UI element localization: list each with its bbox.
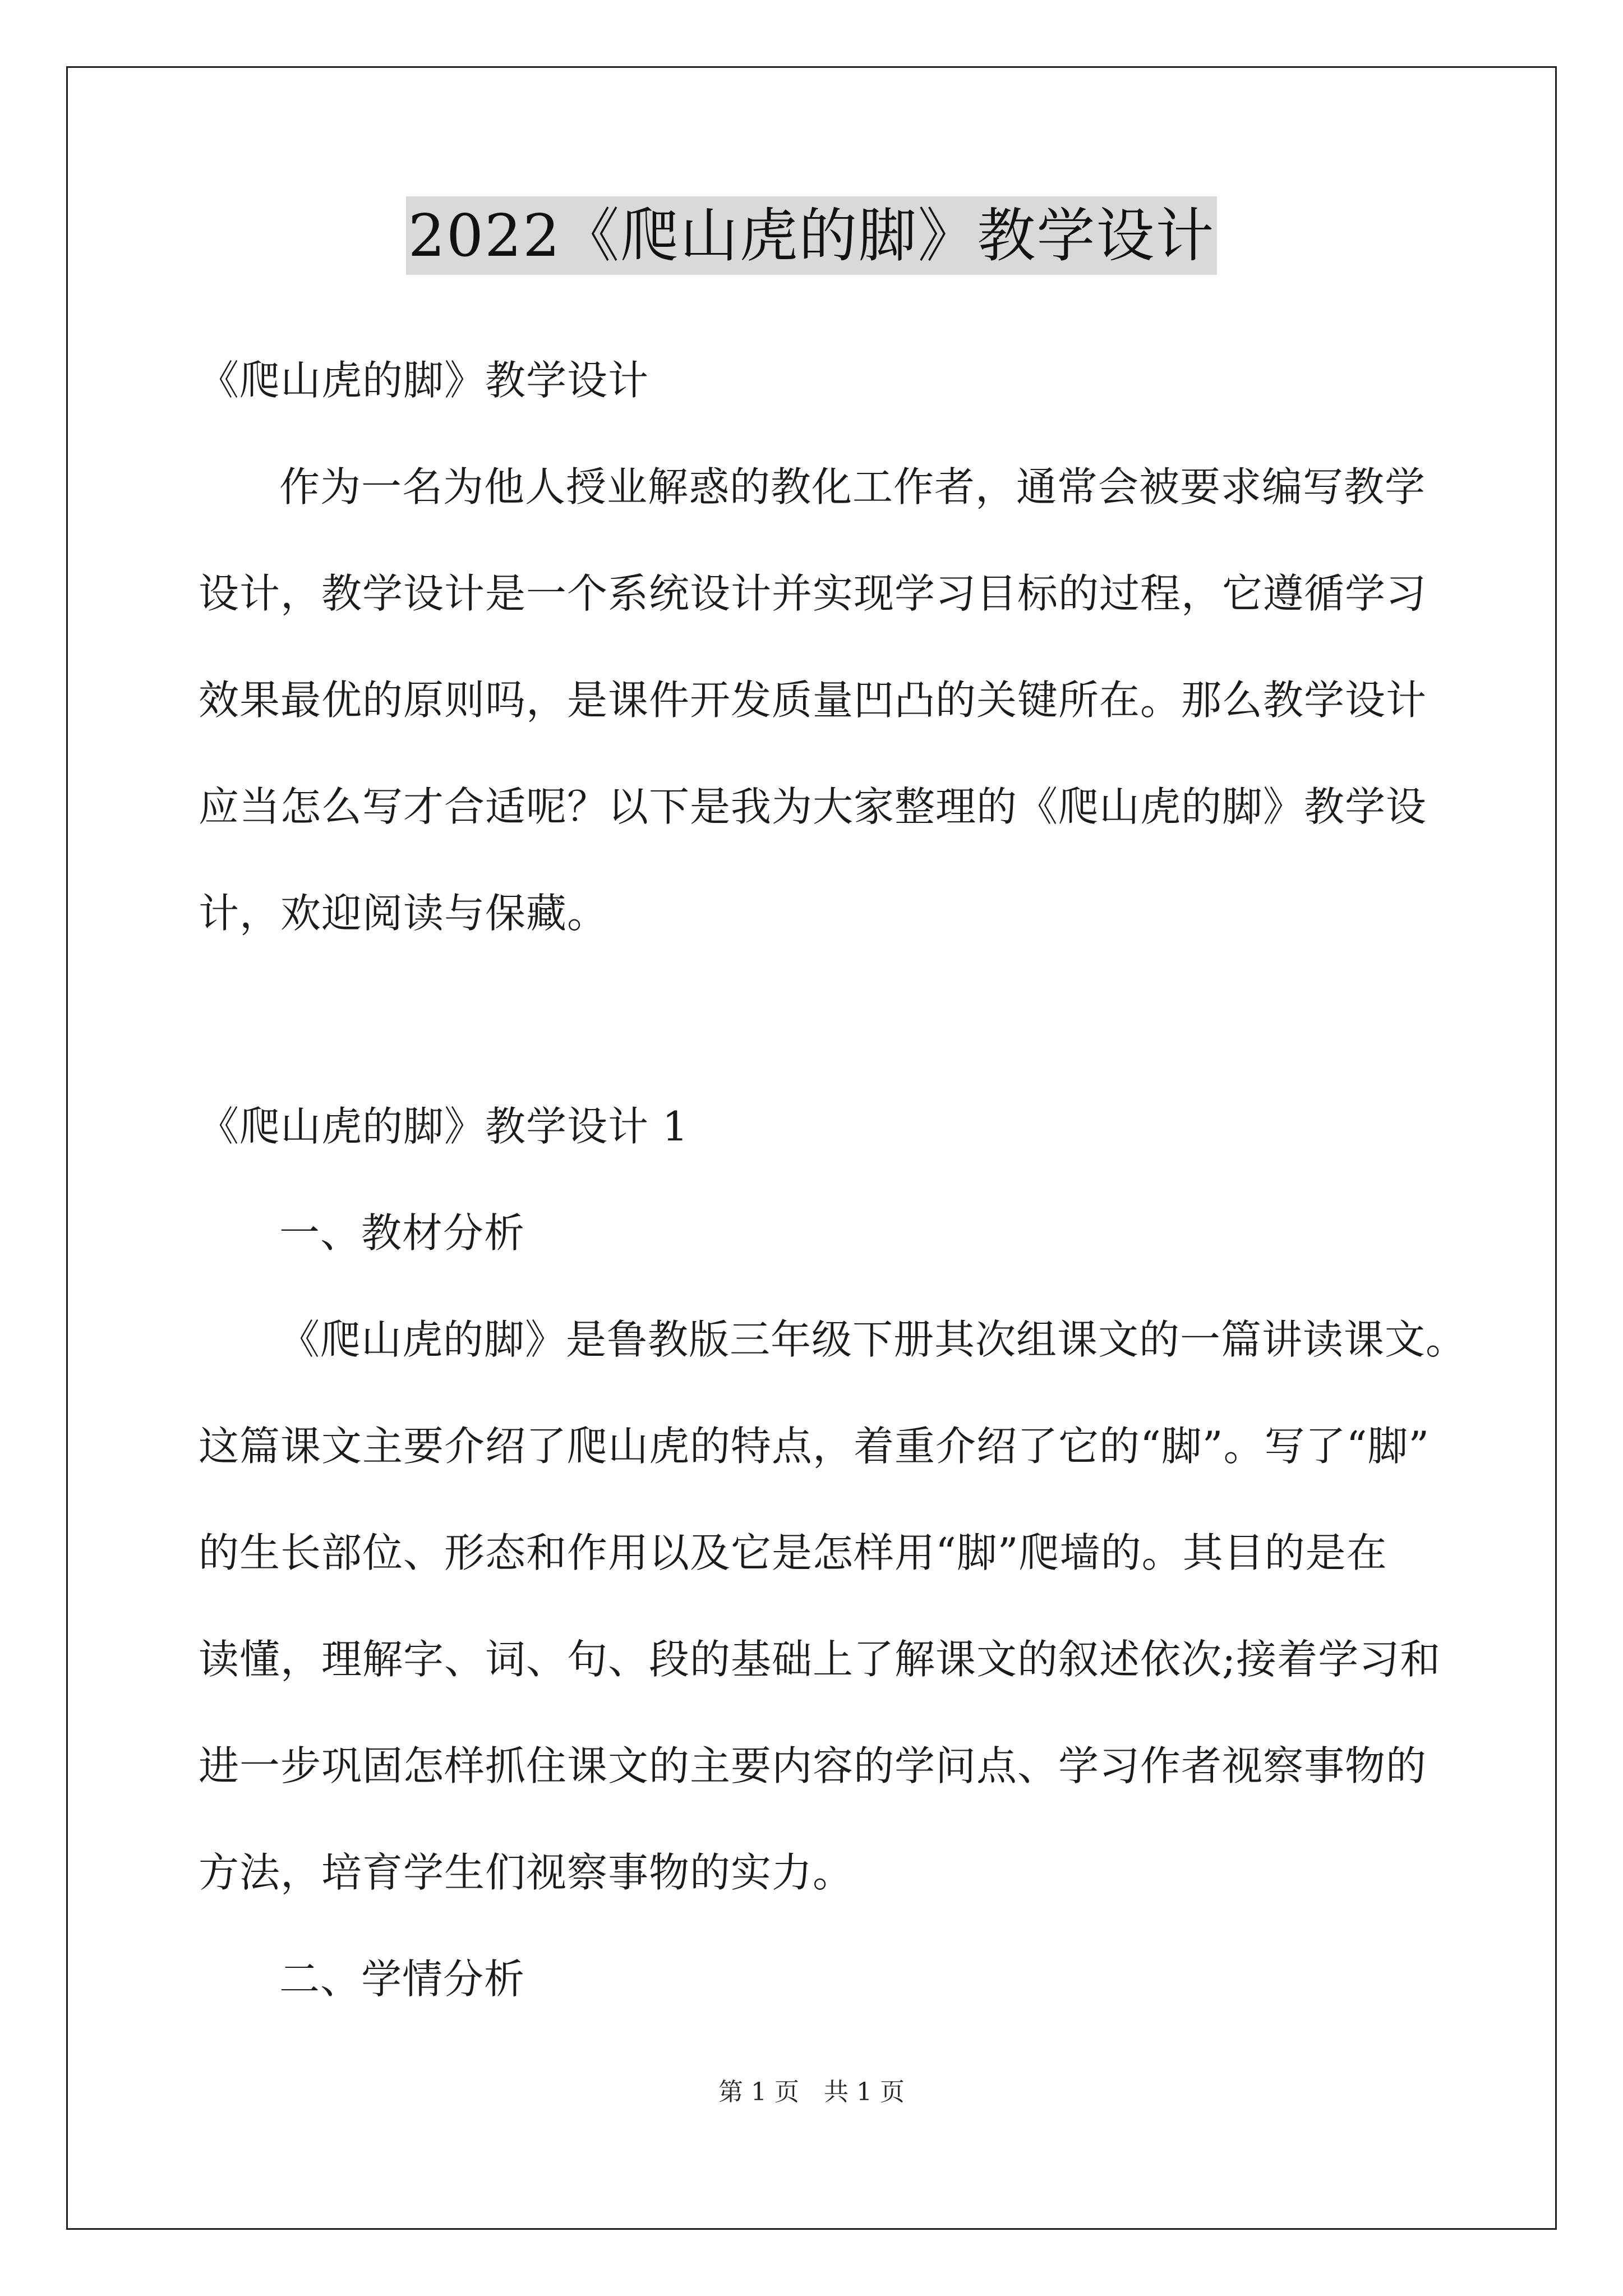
intro-line: 作为一名为他人授业解惑的教化工作者，通常会被要求编写教学: [279, 463, 1426, 510]
paragraph-line: 读懂，理解字、词、句、段的基础上了解课文的叙述依次;接着学习和: [199, 1636, 1441, 1683]
paragraph-line: 《爬山虎的脚》是鲁教版三年级下册其次组课文的一篇讲读课文。: [279, 1316, 1467, 1363]
section-heading: 《爬山虎的脚》教学设计 1: [199, 1103, 689, 1150]
paragraph-line: 进一步巩固怎样抓住课文的主要内容的学问点、学习作者视察事物的: [199, 1742, 1427, 1789]
intro-line: 设计，教学设计是一个系统设计并实现学习目标的过程，它遵循学习: [199, 570, 1427, 617]
intro-line: 效果最优的原则吗，是课件开发质量凹凸的关键所在。那么教学设计: [199, 677, 1427, 724]
paragraph-line: 这篇课文主要介绍了爬山虎的特点，着重介绍了它的“脚”。写了“脚”: [199, 1423, 1430, 1470]
page-footer: 第 1 页 共 1 页: [718, 2078, 905, 2106]
title-area: [0, 196, 1623, 275]
intro-line: 计，欢迎阅读与保藏。: [199, 890, 608, 937]
part-heading: 二、学情分析: [279, 1955, 525, 2003]
part-heading: 一、教材分析: [279, 1209, 525, 1257]
subtitle: 《爬山虎的脚》教学设计: [199, 357, 649, 404]
document-title: 2022《爬山虎的脚》教学设计: [406, 196, 1218, 275]
intro-line: 应当怎么写才合适呢？以下是我为大家整理的《爬山虎的脚》教学设: [199, 783, 1427, 830]
paragraph-line: 方法，培育学生们视察事物的实力。: [199, 1849, 854, 1896]
paragraph-line: 的生长部位、形态和作用以及它是怎样用“脚”爬墙的。其目的是在: [199, 1529, 1387, 1576]
